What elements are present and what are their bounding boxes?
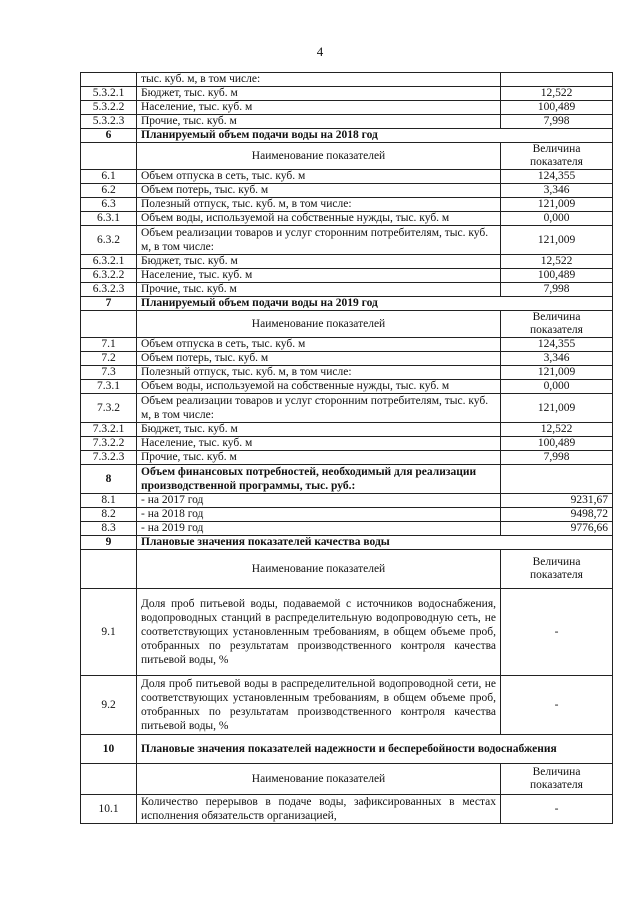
column-header-value: Величина показателя xyxy=(501,764,613,795)
row-value: - xyxy=(501,589,613,676)
row-label: - на 2018 год xyxy=(137,508,501,522)
table-row xyxy=(81,184,613,198)
column-header-name: Наименование показателей xyxy=(137,311,501,338)
row-value: 12,522 xyxy=(501,255,613,269)
row-label: Доля проб питьевой воды в распределительной водопроводной сети, не соответствующих установленным требованиям, в общем объеме проб, отобранных по результатам производственного контроля качества питьевой воды, % xyxy=(137,676,501,735)
section-title: Плановые значения показателей качества воды xyxy=(137,536,613,550)
section-number: 7 xyxy=(81,297,137,311)
row-number: 7.1 xyxy=(81,338,137,352)
row-value: 3,346 xyxy=(501,184,613,198)
row-label: Бюджет, тыс. куб. м xyxy=(137,423,501,437)
row-label: Полезный отпуск, тыс. куб. м, в том числе: xyxy=(137,366,501,380)
row-number: 7.2 xyxy=(81,352,137,366)
row-number: 7.3.2.2 xyxy=(81,437,137,451)
table-row xyxy=(81,508,613,522)
row-value xyxy=(501,73,613,87)
row-value: 100,489 xyxy=(501,437,613,451)
table-row xyxy=(81,437,613,451)
row-value: 121,009 xyxy=(501,394,613,423)
column-header-name: Наименование показателей xyxy=(137,143,501,170)
row-value: 121,009 xyxy=(501,366,613,380)
table-row xyxy=(81,394,613,423)
row-label: Бюджет, тыс. куб. м xyxy=(137,255,501,269)
row-number: 7.3.2.1 xyxy=(81,423,137,437)
row-label: Население, тыс. куб. м xyxy=(137,101,501,115)
row-value: 9231,67 xyxy=(501,494,613,508)
row-number: 7.3.2.3 xyxy=(81,451,137,465)
row-number: 6.3.2.1 xyxy=(81,255,137,269)
row-label: Объем реализации товаров и услуг сторонним потребителям, тыс. куб. м, в том числе: xyxy=(137,394,501,423)
row-number: 6.3 xyxy=(81,198,137,212)
table-row xyxy=(81,451,613,465)
row-value: 0,000 xyxy=(501,212,613,226)
row-value: 124,355 xyxy=(501,338,613,352)
row-number: 6.3.1 xyxy=(81,212,137,226)
row-value: 9498,72 xyxy=(501,508,613,522)
section-row xyxy=(81,536,613,550)
row-value: 12,522 xyxy=(501,87,613,101)
row-number: 10.1 xyxy=(81,795,137,824)
page-number: 4 xyxy=(316,44,324,59)
row-label: Прочие, тыс. куб. м xyxy=(137,451,501,465)
row-label: Объем отпуска в сеть, тыс. куб. м xyxy=(137,338,501,352)
row-number: 6.3.2.2 xyxy=(81,269,137,283)
row-value: 121,009 xyxy=(501,198,613,212)
section-title: Планируемый объем подачи воды на 2018 год xyxy=(137,129,613,143)
table-row xyxy=(81,101,613,115)
row-value: - xyxy=(501,795,613,824)
table-row xyxy=(81,212,613,226)
section-title: Плановые значения показателей надежности и бесперебойности водоснабжения xyxy=(137,735,613,764)
table-row xyxy=(81,170,613,184)
column-header-row xyxy=(81,143,613,170)
row-value: - xyxy=(501,676,613,735)
row-number: 5.3.2.1 xyxy=(81,87,137,101)
table-row xyxy=(81,676,613,735)
table-row xyxy=(81,283,613,297)
row-number: 7.3.1 xyxy=(81,380,137,394)
row-number: 6.2 xyxy=(81,184,137,198)
row-number: 9.2 xyxy=(81,676,137,735)
row-number: 8.2 xyxy=(81,508,137,522)
table-row xyxy=(81,226,613,255)
row-value: 7,998 xyxy=(501,451,613,465)
row-number xyxy=(81,73,137,87)
row-number: 7.3.2 xyxy=(81,394,137,423)
table-row xyxy=(81,589,613,676)
row-label: Количество перерывов в подаче воды, зафиксированных в местах исполнения обязательств организацией, xyxy=(137,795,501,824)
row-number: 8.1 xyxy=(81,494,137,508)
row-label: Бюджет, тыс. куб. м xyxy=(137,87,501,101)
column-header-row xyxy=(81,764,613,795)
section-row xyxy=(81,465,613,494)
row-value: 12,522 xyxy=(501,423,613,437)
row-number: 6.3.2.3 xyxy=(81,283,137,297)
row-label: Объем отпуска в сеть, тыс. куб. м xyxy=(137,170,501,184)
column-header-name: Наименование показателей xyxy=(137,764,501,795)
row-label: Население, тыс. куб. м xyxy=(137,437,501,451)
row-label: Полезный отпуск, тыс. куб. м, в том числе: xyxy=(137,198,501,212)
table-row xyxy=(81,115,613,129)
row-label: Объем воды, используемой на собственные нужды, тыс. куб. м xyxy=(137,380,501,394)
row-value: 9776,66 xyxy=(501,522,613,536)
row-label: - на 2017 год xyxy=(137,494,501,508)
row-label: Прочие, тыс. куб. м xyxy=(137,115,501,129)
table-row xyxy=(81,423,613,437)
section-row xyxy=(81,129,613,143)
row-number: 5.3.2.2 xyxy=(81,101,137,115)
row-label: - на 2019 год xyxy=(137,522,501,536)
table-row xyxy=(81,198,613,212)
table-row xyxy=(81,269,613,283)
row-number: 5.3.2.3 xyxy=(81,115,137,129)
row-value: 124,355 xyxy=(501,170,613,184)
row-number: 6.1 xyxy=(81,170,137,184)
column-header-value: Величина показателя xyxy=(501,311,613,338)
table-row xyxy=(81,338,613,352)
row-number: 8.3 xyxy=(81,522,137,536)
column-header-name: Наименование показателей xyxy=(137,550,501,589)
row-label: Доля проб питьевой воды, подаваемой с источников водоснабжения, водопроводных станций в распределительную водопроводную сеть, не соответствующих установленным требованиям, в общем объеме проб, отобранных по результатам производственного контроля качества питьевой воды, % xyxy=(137,589,501,676)
table-row xyxy=(81,352,613,366)
row-number: 9.1 xyxy=(81,589,137,676)
row-value: 100,489 xyxy=(501,269,613,283)
table-row xyxy=(81,494,613,508)
row-value: 0,000 xyxy=(501,380,613,394)
column-header-value: Величина показателя xyxy=(501,143,613,170)
row-label: тыс. куб. м, в том числе: xyxy=(137,73,501,87)
column-header-row xyxy=(81,550,613,589)
column-header-row xyxy=(81,311,613,338)
row-value: 7,998 xyxy=(501,283,613,297)
table-row xyxy=(81,795,613,824)
section-row xyxy=(81,735,613,764)
section-number: 6 xyxy=(81,129,137,143)
indicators-table xyxy=(80,72,613,824)
column-header-value: Величина показателя xyxy=(501,550,613,589)
row-value: 3,346 xyxy=(501,352,613,366)
section-number: 8 xyxy=(81,465,137,494)
table-row xyxy=(81,380,613,394)
row-number: 7.3 xyxy=(81,366,137,380)
table-row xyxy=(81,255,613,269)
row-label: Объем воды, используемой на собственные нужды, тыс. куб. м xyxy=(137,212,501,226)
section-title: Планируемый объем подачи воды на 2019 год xyxy=(137,297,613,311)
row-value: 7,998 xyxy=(501,115,613,129)
row-label: Объем потерь, тыс. куб. м xyxy=(137,184,501,198)
row-label: Объем реализации товаров и услуг сторонним потребителям, тыс. куб. м, в том числе: xyxy=(137,226,501,255)
table-row xyxy=(81,522,613,536)
row-value: 121,009 xyxy=(501,226,613,255)
table-row xyxy=(81,73,613,87)
row-number: 6.3.2 xyxy=(81,226,137,255)
row-label: Население, тыс. куб. м xyxy=(137,269,501,283)
section-number: 10 xyxy=(81,735,137,764)
section-title: Объем финансовых потребностей, необходимый для реализации производственной программы, тыс. руб.: xyxy=(137,465,501,494)
table-row xyxy=(81,87,613,101)
row-label: Прочие, тыс. куб. м xyxy=(137,283,501,297)
row-value: 100,489 xyxy=(501,101,613,115)
section-number: 9 xyxy=(81,536,137,550)
table-row xyxy=(81,366,613,380)
section-row xyxy=(81,297,613,311)
row-label: Объем потерь, тыс. куб. м xyxy=(137,352,501,366)
